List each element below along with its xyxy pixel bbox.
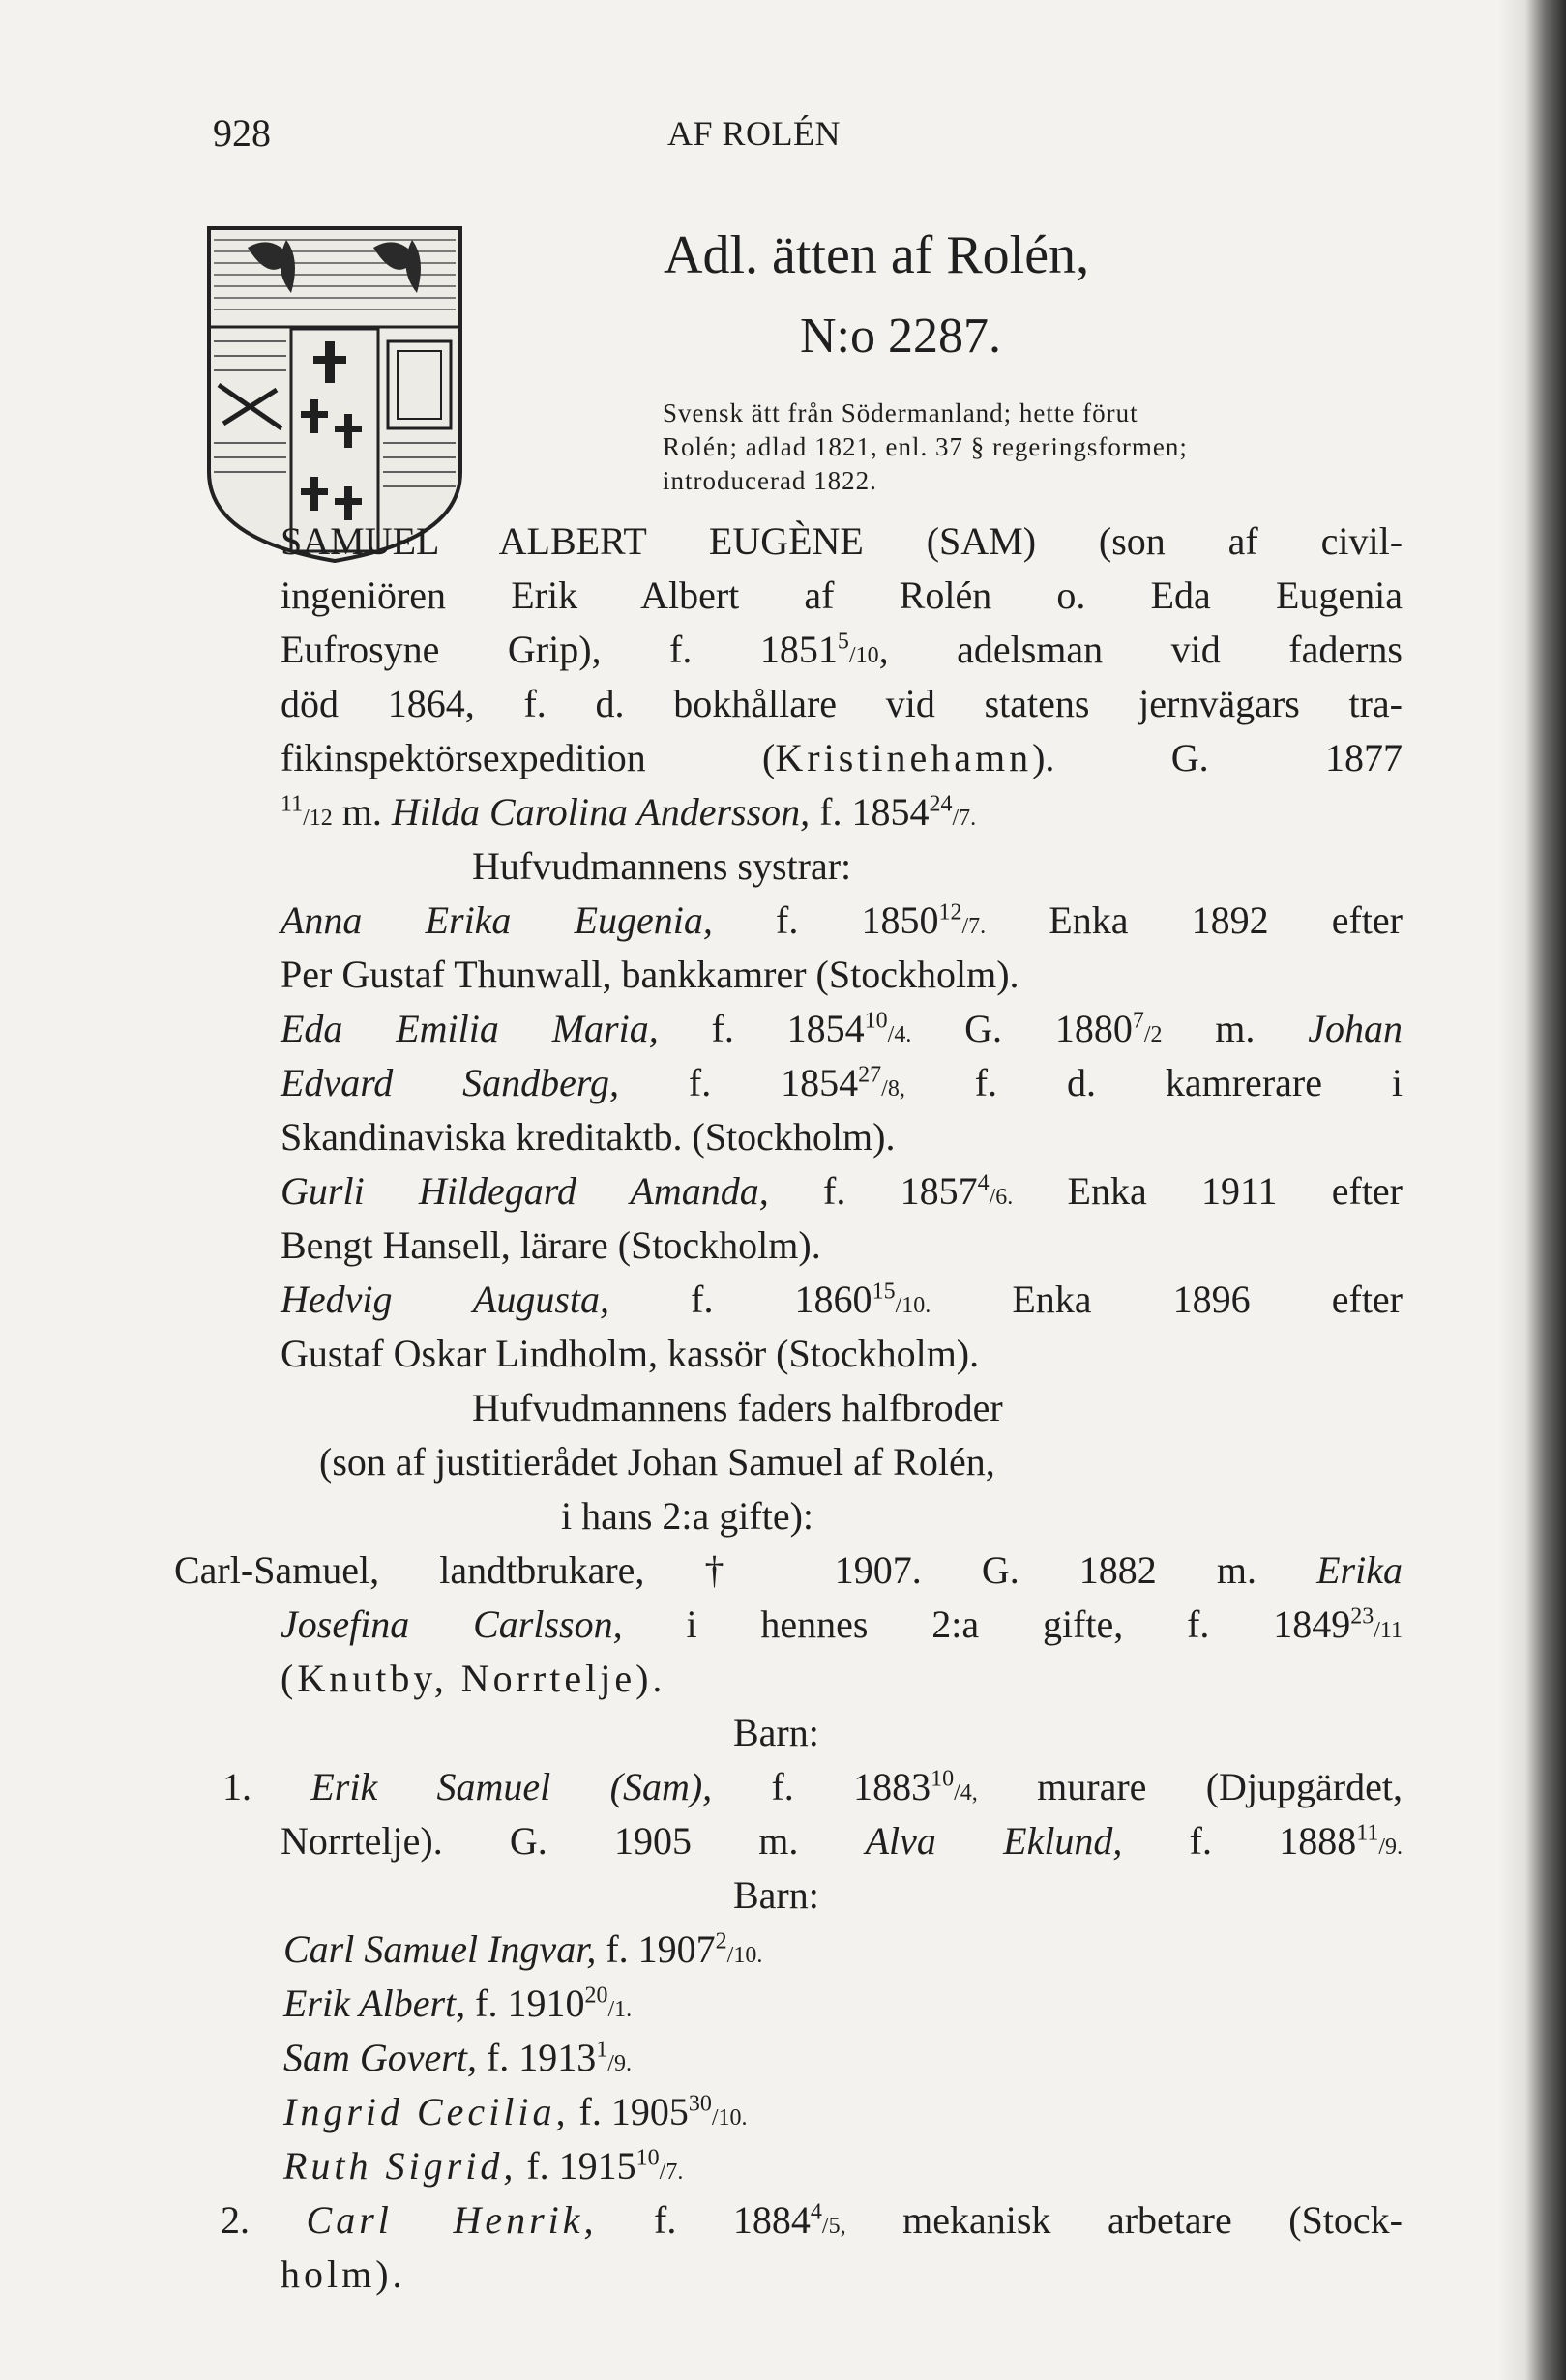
family-number: N:o 2287. [800, 309, 1001, 364]
main-entry-line-4: död 1864, f. d. bokhållare vid statens jernvägars tra- [281, 682, 1403, 725]
day-sup: 27 [858, 1062, 882, 1088]
halfbroder-line-2: (son af justitierådet Johan Samuel af Rolén, [319, 1440, 995, 1484]
entry-text: f. 1888 [1122, 1819, 1357, 1863]
main-text: fikinspektörsexpedition ( [281, 736, 776, 779]
day-sup: 10 [931, 1766, 955, 1792]
entry-text: mekanisk arbetare (Stock- [845, 2198, 1403, 2242]
day-sup: 10 [635, 2145, 660, 2171]
month-sub: /10 [848, 643, 879, 668]
entry-text: f. 1913 [476, 2036, 597, 2079]
entry-text: murare (Djupgärdet, [977, 1765, 1403, 1808]
wife-name: Alva Eklund, [865, 1819, 1123, 1863]
eda-line-3: Skandinaviska kreditaktb. (Stockholm). [281, 1115, 896, 1159]
hedvig-line-1 [281, 1280, 1403, 1319]
intro-line-2: Rolén; adlad 1821, enl. 37 § regeringsformen; [663, 432, 1188, 461]
main-entry-line-3 [281, 628, 1403, 671]
wife-name: Josefina Carlsson, [281, 1602, 623, 1646]
main-text: (son af civil- [1098, 519, 1403, 563]
entry-text: f. 1850 [712, 898, 939, 942]
day-sup: 20 [584, 1983, 608, 2009]
month-sub: /10. [895, 1293, 931, 1318]
grandchild-list-item [283, 1984, 632, 2023]
person-name: Hedvig Augusta, [281, 1278, 610, 1321]
month-sub: /7. [659, 2160, 684, 2185]
month-sub: /12 [303, 806, 333, 831]
day-sup: 11 [1356, 1820, 1379, 1846]
month-sub: /11 [1374, 1618, 1403, 1643]
list-number: 2. [221, 2198, 250, 2242]
person-name: Carl Samuel Ingvar, [283, 1927, 597, 1971]
carl-henrik-line-2: holm). [281, 2252, 406, 2296]
eda-line-2 [281, 1061, 1403, 1104]
person-name: Ingrid Cecilia, [283, 2090, 570, 2133]
list-number: 1. [222, 1765, 251, 1808]
grandchild-list-item [283, 2090, 748, 2133]
person-name: Eda Emilia Maria, [281, 1007, 659, 1050]
wife-name: Hilda Carolina Andersson, [391, 790, 811, 834]
section-heading-systrar: Hufvudmannens systrar: [472, 844, 852, 888]
main-text: ). G. 1877 [1032, 736, 1403, 779]
main-text: f. 1854 [810, 790, 930, 834]
main-text: Eufrosyne Grip), f. 1851 [281, 628, 838, 671]
month-sub: /6. [989, 1185, 1014, 1210]
main-text: m. [332, 790, 392, 834]
day-sup: 23 [1350, 1603, 1374, 1630]
husband-name: Edvard Sandberg, [281, 1061, 620, 1104]
grandchild-list-item [283, 2144, 684, 2188]
day-sup: 4 [977, 1170, 990, 1196]
person-name: Carl Henrik, [306, 2198, 598, 2242]
carl-samuel-line-1 [174, 1548, 1403, 1592]
page-number: 928 [213, 111, 271, 155]
person-name: Ruth Sigrid, [283, 2144, 517, 2188]
day-sup: 15 [872, 1278, 896, 1305]
month-sub: /5, [821, 2214, 846, 2239]
month-sub: /9. [607, 2051, 632, 2076]
grandchild-list-item [283, 1927, 763, 1971]
entry-text: f. 1915 [517, 2144, 636, 2188]
entry-text: f. 1854 [658, 1007, 865, 1050]
main-entry-line-5 [281, 736, 1403, 779]
entry-text: f. 1860 [609, 1278, 872, 1321]
entry-text: Carl-Samuel, landtbrukare, † 1907. G. 1882 m. [174, 1548, 1317, 1592]
month-sub: /2 [1143, 1022, 1163, 1047]
intro-line-1: Svensk ätt från Södermanland; hette förut [663, 398, 1138, 427]
anna-line-1 [281, 898, 1403, 942]
erik-samuel-line-1 [222, 1765, 1403, 1808]
entry-text: f. 1905 [569, 2090, 689, 2133]
section-heading-barn: Barn: [733, 1711, 819, 1754]
entry-text: f. 1907 [596, 1927, 716, 1971]
section-heading-barn-2: Barn: [733, 1873, 819, 1917]
erik-samuel-line-2 [281, 1819, 1403, 1863]
month-sub: /10. [726, 1943, 763, 1968]
person-name: Sam Govert, [283, 2036, 477, 2079]
day-sup: 11 [281, 791, 304, 817]
day-sup: 2 [715, 1928, 727, 1954]
month-sub: /1. [607, 1997, 633, 2022]
anna-line-2: Per Gustaf Thunwall, bankkamrer (Stockholm). [281, 953, 1019, 996]
entry-text: f. 1883 [712, 1765, 931, 1808]
hedvig-line-2: Gustaf Oskar Lindholm, kassör (Stockholm). [281, 1332, 980, 1375]
day-sup: 10 [864, 1008, 888, 1034]
main-person-name: SAMUEL ALBERT EUGÈNE (SAM) [281, 519, 1037, 563]
day-sup: 1 [596, 2037, 608, 2063]
intro-line-3: introducerad 1822. [663, 466, 877, 495]
month-sub: /4. [887, 1022, 912, 1047]
person-name: Gurli Hildegard Amanda, [281, 1169, 769, 1213]
main-entry-line-2: ingeniören Erik Albert af Rolén o. Eda Eugenia [281, 573, 1403, 617]
entry-text: Enka 1911 efter [1013, 1169, 1403, 1213]
person-name: Erik Samuel (Sam), [310, 1765, 713, 1808]
carl-samuel-line-2 [281, 1602, 1403, 1646]
entry-text: f. 1857 [768, 1169, 978, 1213]
month-sub: /10. [711, 2105, 748, 2130]
entry-text: Enka 1892 efter [986, 898, 1403, 942]
month-sub: /7. [961, 914, 987, 939]
entry-text: f. 1854 [619, 1061, 859, 1104]
eda-line-1 [281, 1007, 1403, 1050]
book-spine-shadow [1498, 0, 1566, 2380]
month-sub: /7. [952, 806, 977, 831]
month-sub: /8, [881, 1076, 905, 1102]
month-sub: /4, [954, 1780, 978, 1806]
carl-henrik-line-1 [221, 2198, 1403, 2242]
person-name: Erik Albert, [283, 1982, 466, 2025]
main-entry-line-1 [281, 519, 1403, 563]
day-sup: 7 [1132, 1008, 1144, 1034]
halfbroder-line-3: i hans 2:a gifte): [561, 1494, 814, 1538]
main-entry-line-6 [281, 790, 977, 834]
month-sub: /9. [1378, 1835, 1403, 1860]
main-text: , adelsman vid faderns [878, 628, 1403, 671]
day-sup: 24 [929, 791, 953, 817]
day-sup: 30 [688, 2091, 712, 2117]
grandchild-list-item [283, 2036, 632, 2079]
person-name: Anna Erika Eugenia, [281, 898, 713, 942]
entry-text: G. 1880 [911, 1007, 1133, 1050]
wife-name: Erika [1316, 1548, 1403, 1592]
entry-text: f. 1910 [465, 1982, 585, 2025]
coat-of-arms-icon [190, 220, 480, 569]
section-heading-halfbroder: Hufvudmannens faders halfbroder [472, 1386, 1003, 1429]
day-sup: 4 [810, 2199, 822, 2225]
carl-samuel-line-3: (Knutby, Norrtelje). [281, 1657, 666, 1700]
place-name: Kristinehamn [775, 736, 1033, 779]
entry-text: Enka 1896 efter [931, 1278, 1403, 1321]
running-title: AF ROLÉN [667, 114, 842, 153]
family-title: Adl. ätten af Rolén, [664, 225, 1090, 285]
entry-text: f. 1884 [597, 2198, 811, 2242]
husband-name: Johan [1308, 1007, 1403, 1050]
entry-text: f. d. kamrerare i [904, 1061, 1403, 1104]
entry-text: i hennes 2:a gifte, f. 1849 [622, 1602, 1351, 1646]
gurli-line-1 [281, 1169, 1403, 1213]
gurli-line-2: Bengt Hansell, lärare (Stockholm). [281, 1223, 821, 1267]
entry-text: Norrtelje). G. 1905 m. [281, 1819, 866, 1863]
day-sup: 12 [938, 899, 962, 926]
day-sup: 5 [837, 629, 849, 655]
entry-text: m. [1162, 1007, 1309, 1050]
